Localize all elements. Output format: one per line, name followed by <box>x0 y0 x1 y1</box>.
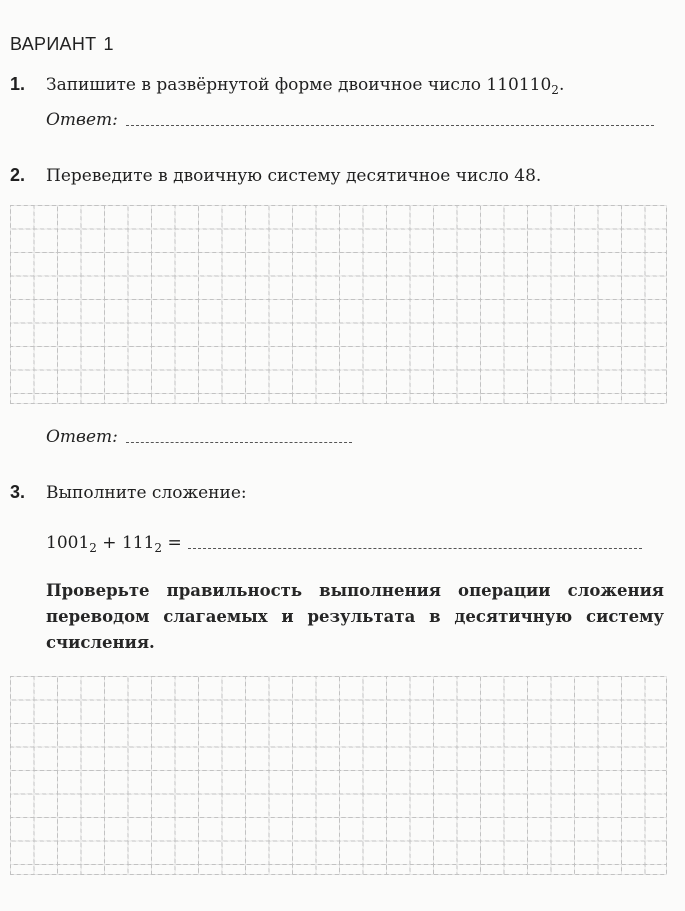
task-number: 1. <box>10 74 26 94</box>
term-1: 1001 <box>46 533 90 553</box>
term-2: 111 <box>121 533 155 553</box>
task-number: 2. <box>10 165 26 185</box>
task-number: 3. <box>10 482 26 502</box>
task-text: Переведите в двоичную систему десятичное число 48. <box>46 166 542 186</box>
number-base: 2 <box>551 83 559 97</box>
task-text: Выполните сложение: <box>46 483 247 503</box>
task-3 <box>10 482 247 503</box>
plus-sign: + <box>96 533 122 553</box>
binary-number: 110110 <box>486 75 552 95</box>
answer-row-1 <box>46 110 654 130</box>
task-text-tail: . <box>558 75 565 95</box>
check-instructions: Проверьте правильность выполнения операции сложения переводом слагаемых и результата в десятичную систему счисления. <box>46 581 664 652</box>
answer-row-2 <box>46 427 352 447</box>
work-grid-1[interactable] <box>10 205 667 404</box>
equation <box>46 533 182 553</box>
answer-label: Ответ: <box>46 427 118 447</box>
term-2-base: 2 <box>154 541 163 555</box>
answer-line[interactable] <box>126 125 654 126</box>
work-grid-2[interactable] <box>10 676 667 875</box>
task-text: Запишите в развёрнутой форме двоичное число <box>46 75 487 95</box>
equals-sign: = <box>162 533 182 553</box>
variant-number: 1 <box>103 34 114 54</box>
equation-answer-line[interactable] <box>188 548 642 549</box>
variant-title <box>10 34 114 55</box>
answer-line[interactable] <box>126 442 352 443</box>
equation-row <box>46 533 642 553</box>
task-1 <box>10 74 564 95</box>
term-1-base: 2 <box>89 541 97 555</box>
task-2 <box>10 165 541 186</box>
variant-label: ВАРИАНТ <box>10 34 97 54</box>
answer-label: Ответ: <box>46 110 118 130</box>
